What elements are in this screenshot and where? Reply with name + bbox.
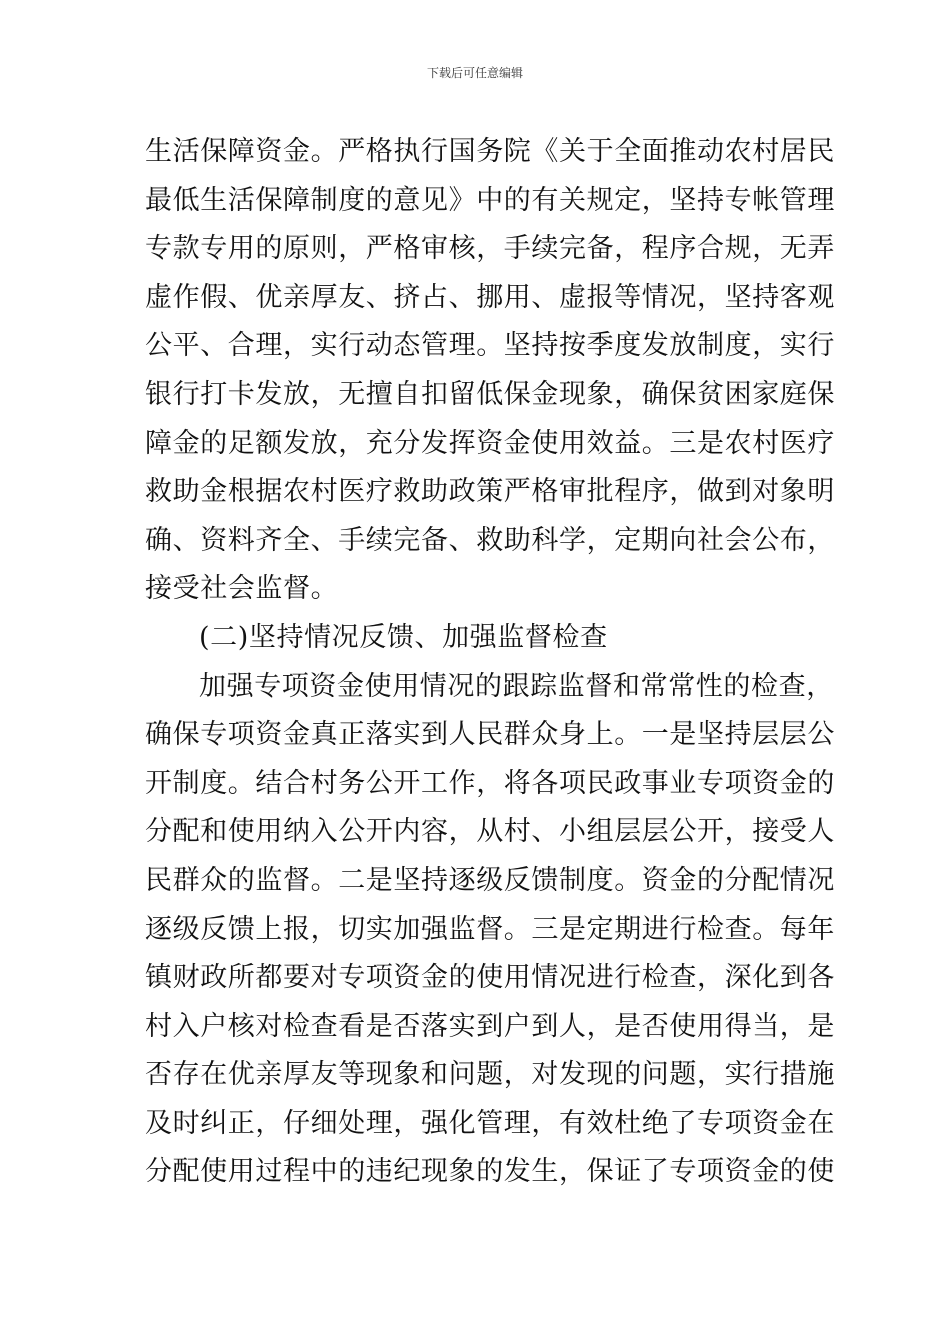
text-line: 公平、合理，实行动态管理。坚持按季度发放制度，实行 bbox=[145, 330, 835, 362]
text-line: 及时纠正，仔细处理，强化管理，有效杜绝了专项资金在 bbox=[145, 1107, 835, 1139]
text-line: 加强专项资金使用情况的跟踪监督和常常性的检查， bbox=[199, 670, 834, 702]
page-header-note: 下载后可任意编辑 bbox=[426, 66, 523, 80]
section-heading: (二)坚持情况反馈、加强监督检查 bbox=[199, 621, 608, 653]
text-line: 分配和使用纳入公开内容，从村、小组层层公开，接受人 bbox=[145, 816, 835, 848]
text-line: 障金的足额发放，充分发挥资金使用效益。三是农村医疗 bbox=[145, 427, 835, 459]
text-line: 虚作假、优亲厚友、挤占、挪用、虚报等情况，坚持客观 bbox=[145, 281, 835, 313]
text-line: 银行打卡发放，无擅自扣留低保金现象，确保贫困家庭保 bbox=[145, 378, 835, 410]
text-line: 镇财政所都要对专项资金的使用情况进行检查，深化到各 bbox=[145, 962, 835, 994]
text-line: 接受社会监督。 bbox=[145, 573, 339, 605]
text-line: 专款专用的原则，严格审核，手续完备，程序合规，无弄 bbox=[145, 233, 835, 265]
text-line: 确保专项资金真正落实到人民群众身上。一是坚持层层公 bbox=[145, 719, 835, 751]
text-line: 逐级反馈上报，切实加强监督。三是定期进行检查。每年 bbox=[145, 913, 835, 945]
text-line: 村入户核对检查看是否落实到户到人，是否使用得当，是 bbox=[145, 1010, 835, 1042]
text-line: 分配使用过程中的违纪现象的发生，保证了专项资金的使 bbox=[145, 1156, 835, 1188]
text-line: 救助金根据农村医疗救助政策严格审批程序，做到对象明 bbox=[145, 476, 835, 508]
text-line: 否存在优亲厚友等现象和问题，对发现的问题，实行措施 bbox=[145, 1059, 835, 1091]
text-line: 生活保障资金。严格执行国务院《关于全面推动农村居民 bbox=[145, 136, 835, 167]
text-line: 确、资料齐全、手续完备、救助科学，定期向社会公布， bbox=[145, 524, 835, 556]
text-line: 民群众的监督。二是坚持逐级反馈制度。资金的分配情况 bbox=[145, 864, 835, 896]
document-body bbox=[145, 128, 835, 1197]
text-line: 最低生活保障制度的意见》中的有关规定，坚持专帐管理 bbox=[145, 184, 835, 216]
text-line: 开制度。结合村务公开工作，将各项民政事业专项资金的 bbox=[145, 767, 835, 799]
